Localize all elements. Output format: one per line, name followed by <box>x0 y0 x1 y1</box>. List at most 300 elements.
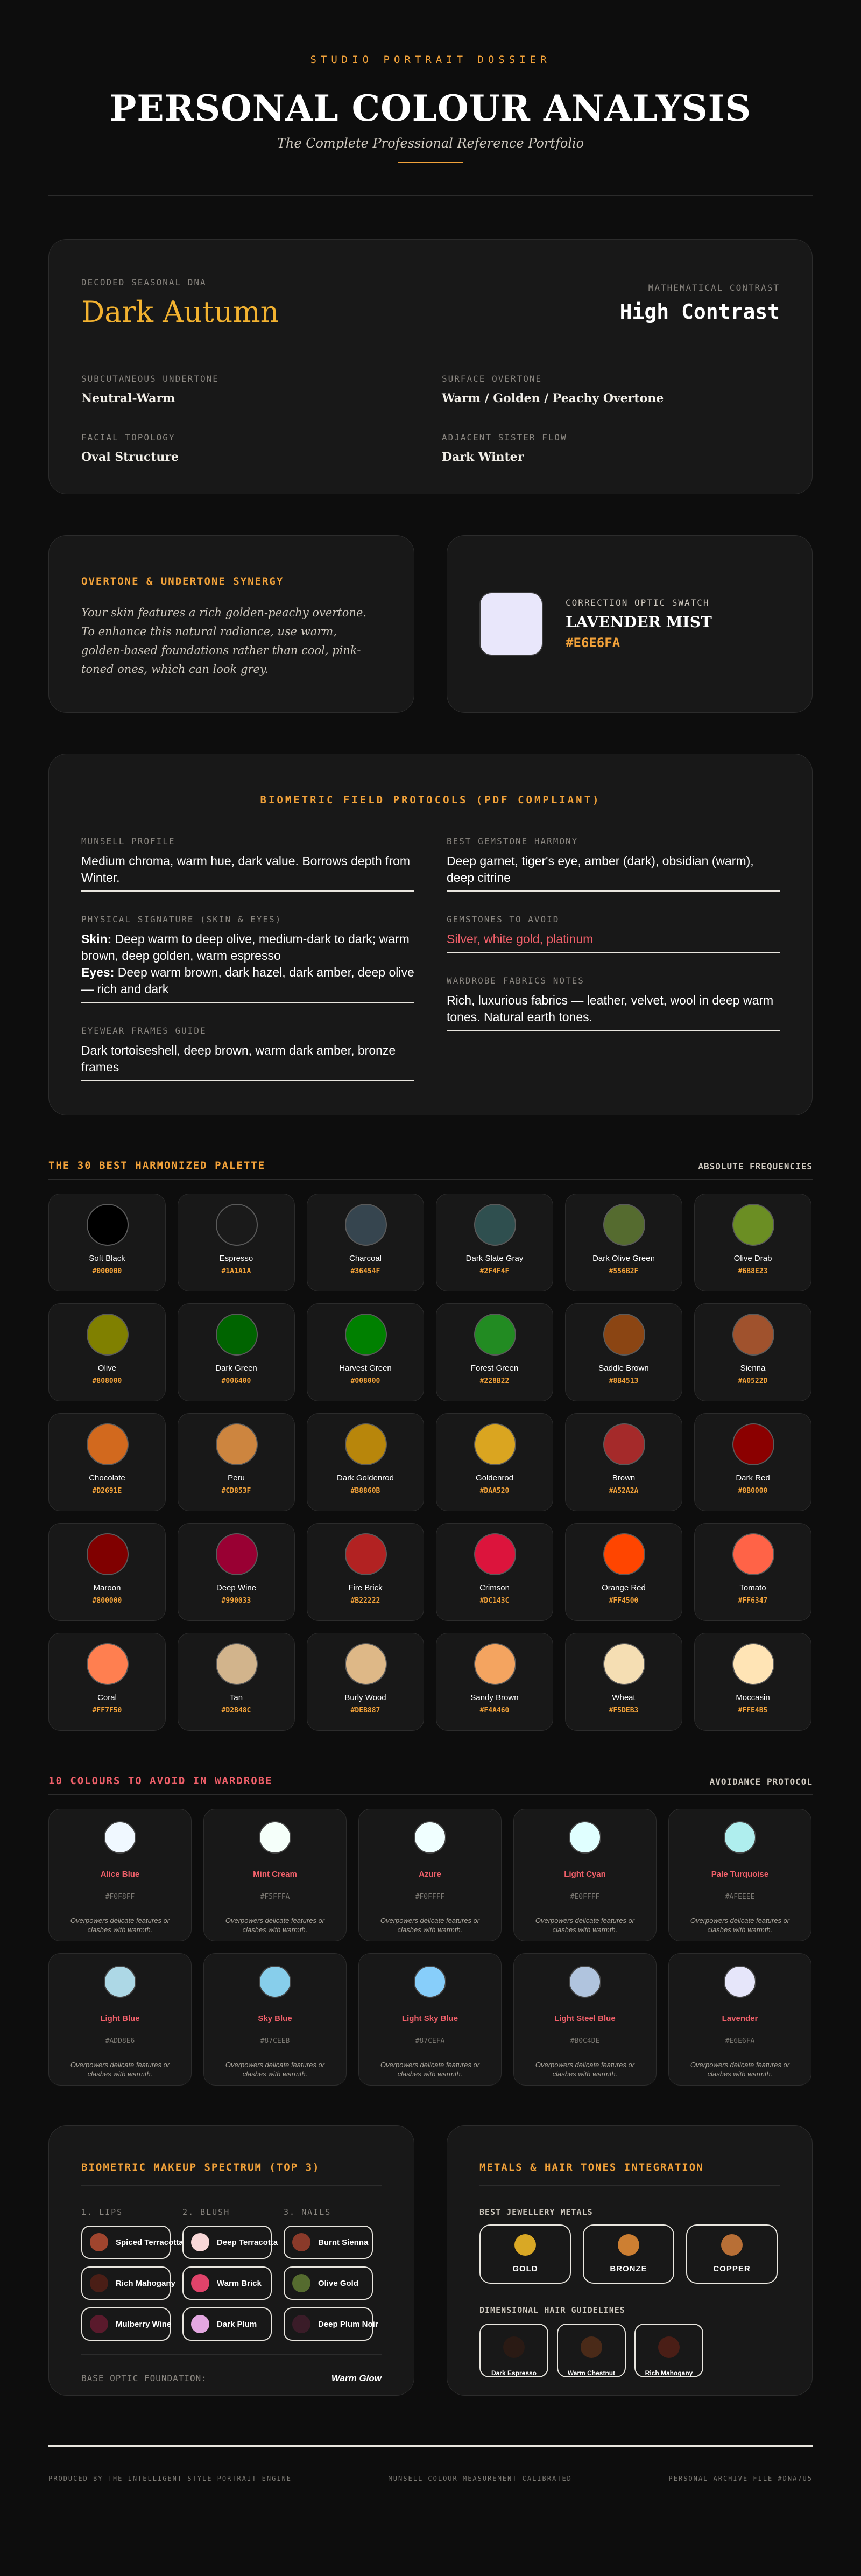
metal-name: BRONZE <box>610 2264 647 2273</box>
hair-color <box>658 2336 680 2358</box>
footer <box>48 2475 813 2482</box>
avoid-swatch <box>668 1953 811 2086</box>
avoid-note: Overpowers delicate features or clashes with warmth. <box>380 1917 480 1934</box>
skin-text: Deep warm to deep olive, medium-dark to dark; warm brown, deep golden, warm espresso <box>81 932 410 963</box>
biometric-card <box>48 754 813 1115</box>
swatch-hex: #F5DEB3 <box>609 1707 639 1715</box>
swatch-name: Moccasin <box>736 1693 770 1702</box>
avoid-color <box>414 1821 446 1854</box>
swatch-name: Burly Wood <box>344 1693 386 1702</box>
avoid-note: Overpowers delicate features or clashes with warmth. <box>535 2061 635 2078</box>
eyes-key: Eyes: <box>81 965 115 979</box>
lips-color <box>90 2274 108 2292</box>
dna-fields <box>81 374 780 464</box>
biometric-columns <box>81 836 780 1104</box>
swatch-name: Wheat <box>612 1693 636 1702</box>
swatch-hex: #A0522D <box>738 1377 768 1385</box>
synergy-card <box>48 535 414 713</box>
avoid-note: Overpowers delicate features or clashes with warmth. <box>70 2061 170 2078</box>
avoid-hex: #AFEEEE <box>725 1893 755 1901</box>
fabrics-field <box>447 975 780 1031</box>
avoid-color <box>104 1966 136 1998</box>
blush-item <box>182 2307 272 2341</box>
palette-swatch <box>565 1633 682 1731</box>
swatch-name: Dark Red <box>736 1473 770 1483</box>
avoid-color <box>259 1966 291 1998</box>
metals-title: METALS & HAIR TONES INTEGRATION <box>479 2161 780 2186</box>
swatch-name: Harvest Green <box>339 1364 392 1373</box>
swatch-color <box>603 1533 645 1575</box>
metals-hair-card <box>447 2125 813 2396</box>
avoid-color <box>569 1966 601 1998</box>
swatch-hex: #B8860B <box>350 1487 380 1495</box>
palette-swatch <box>694 1523 811 1621</box>
nails-color <box>292 2274 310 2292</box>
swatch-color <box>216 1204 258 1246</box>
swatch-name: Forest Green <box>470 1364 519 1373</box>
palette-swatch <box>307 1303 424 1401</box>
palette-subtitle: ABSOLUTE FREQUENCIES <box>698 1161 813 1171</box>
optic-label: CORRECTION OPTIC SWATCH <box>566 598 710 608</box>
footer-divider <box>48 2445 813 2447</box>
metals-grid <box>479 2224 780 2284</box>
nails-label: 3. NAILS <box>284 2207 331 2217</box>
blush-item <box>182 2266 272 2300</box>
lips-name: Spiced Terracotta <box>116 2237 184 2247</box>
palette-swatch <box>48 1523 166 1621</box>
avoid-name: Light Steel Blue <box>554 2014 616 2023</box>
dna-field-label: FACIAL TOPOLOGY <box>81 432 175 443</box>
palette-swatch <box>178 1194 295 1291</box>
page-subtitle: The Complete Professional Reference Portfolio <box>277 136 584 151</box>
swatch-name: Espresso <box>219 1254 253 1263</box>
avoid-swatch <box>48 1809 192 1941</box>
avoid-swatch <box>358 1953 502 2086</box>
optic-hex: #E6E6FA <box>566 635 620 650</box>
avoid-note: Overpowers delicate features or clashes with warmth. <box>380 2061 480 2078</box>
avoid-swatch <box>48 1953 192 2086</box>
makeup-card <box>48 2125 414 2396</box>
palette-swatch <box>307 1194 424 1291</box>
swatch-name: Saddle Brown <box>598 1364 649 1373</box>
avoid-color <box>724 1966 756 1998</box>
avoid-swatch <box>513 1953 657 2086</box>
dna-field-value: Oval Structure <box>81 450 179 464</box>
avoid-header <box>48 1775 813 1795</box>
swatch-hex: #FF4500 <box>609 1597 639 1605</box>
dna-field <box>442 432 780 464</box>
swatch-name: Sienna <box>740 1364 766 1373</box>
swatch-color <box>732 1314 774 1356</box>
swatch-color <box>732 1643 774 1685</box>
season-value: Dark Autumn <box>81 295 279 329</box>
hair-label: DIMENSIONAL HAIR GUIDELINES <box>479 2305 625 2315</box>
swatch-color <box>345 1423 387 1465</box>
swatch-name: Fire Brick <box>348 1583 383 1592</box>
swatch-hex: #CD853F <box>221 1487 251 1495</box>
optic-swatch <box>479 592 543 656</box>
blush-name: Warm Brick <box>217 2278 262 2288</box>
blush-column <box>182 2207 278 2348</box>
swatch-color <box>474 1204 516 1246</box>
swatch-name: Sandy Brown <box>470 1693 519 1702</box>
swatch-color <box>603 1204 645 1246</box>
contrast-label: MATHEMATICAL CONTRAST <box>648 283 780 293</box>
synergy-body: Your skin features a rich golden-peachy overtone. To enhance this natural radiance, use warm, golden-based foundations rather than cool, pink-toned ones, which can look grey. <box>81 606 367 676</box>
avoid-name: Light Cyan <box>564 1870 606 1879</box>
nails-name: Olive Gold <box>318 2278 359 2288</box>
hair-item <box>634 2324 703 2377</box>
swatch-hex: #990033 <box>221 1597 251 1605</box>
avoid-color <box>569 1821 601 1854</box>
foundation-value: Warm Glow <box>331 2373 382 2383</box>
swatch-name: Brown <box>612 1473 636 1483</box>
palette-swatch <box>48 1303 166 1401</box>
swatch-name: Dark Slate Gray <box>465 1254 524 1263</box>
avoid-note: Overpowers delicate features or clashes with warmth. <box>70 1917 170 1934</box>
avoid-hex: #F0FFFF <box>415 1893 445 1901</box>
metal-color <box>721 2234 743 2256</box>
hair-color <box>503 2336 525 2358</box>
makeup-title: BIOMETRIC MAKEUP SPECTRUM (TOP 3) <box>81 2161 382 2186</box>
gemstone-text: Deep garnet, tiger's eye, amber (dark), obsidian (warm), deep citrine <box>447 853 780 892</box>
nails-item <box>284 2307 378 2341</box>
blush-name: Dark Plum <box>217 2319 257 2329</box>
avoid-name: Light Blue <box>100 2014 140 2023</box>
nails-name: Burnt Sienna <box>318 2237 369 2247</box>
hair-name: Dark Espresso <box>491 2369 537 2377</box>
hair-name: Rich Mahogany <box>645 2369 693 2377</box>
season-label: DECODED SEASONAL DNA <box>81 277 207 287</box>
swatch-color <box>345 1533 387 1575</box>
swatch-name: Crimson <box>479 1583 510 1592</box>
synergy-title: OVERTONE & UNDERTONE SYNERGY <box>81 575 284 587</box>
swatch-name: Dark Olive Green <box>592 1254 655 1263</box>
swatch-color <box>216 1314 258 1356</box>
foundation-label: BASE OPTIC FOUNDATION: <box>81 2373 207 2383</box>
hair-item <box>479 2324 548 2377</box>
dna-field <box>81 432 442 464</box>
munsell-field <box>81 836 414 892</box>
nails-name: Deep Plum Noir <box>318 2319 378 2329</box>
swatch-color <box>345 1643 387 1685</box>
palette-title: THE 30 BEST HARMONIZED PALETTE <box>48 1160 266 1171</box>
swatch-name: Goldenrod <box>475 1473 514 1483</box>
swatch-hex: #808000 <box>92 1377 122 1385</box>
palette-grid <box>48 1194 813 1731</box>
swatch-hex: #B22222 <box>350 1597 380 1605</box>
blush-label: 2. BLUSH <box>182 2207 230 2217</box>
palette-swatch <box>48 1413 166 1511</box>
swatch-color <box>474 1643 516 1685</box>
gemstone-label: BEST GEMSTONE HARMONY <box>447 836 578 846</box>
avoid-note: Overpowers delicate features or clashes with warmth. <box>690 1917 790 1934</box>
footer-center: MUNSELL COLOUR MEASUREMENT CALIBRATED <box>388 2475 572 2482</box>
page-title: PERSONAL COLOUR ANALYSIS <box>109 87 752 129</box>
physical-label: PHYSICAL SIGNATURE (SKIN & EYES) <box>81 914 282 924</box>
swatch-hex: #FF7F50 <box>92 1707 122 1715</box>
blush-color <box>191 2315 209 2333</box>
avoid-color <box>259 1821 291 1854</box>
nails-item <box>284 2226 373 2259</box>
palette-swatch <box>178 1633 295 1731</box>
palette-swatch <box>565 1194 682 1291</box>
optic-info <box>566 598 712 650</box>
dna-field-label: ADJACENT SISTER FLOW <box>442 432 567 443</box>
title-underline <box>398 162 463 163</box>
swatch-hex: #DEB887 <box>350 1707 380 1715</box>
nails-item <box>284 2266 373 2300</box>
avoid-note: Overpowers delicate features or clashes with warmth. <box>535 1917 635 1934</box>
avoid-hex: #87CEEB <box>260 2037 290 2045</box>
swatch-hex: #6B8E23 <box>738 1267 768 1275</box>
swatch-name: Deep Wine <box>216 1583 257 1592</box>
avoid-swatch <box>203 1953 347 2086</box>
avoid-name: Light Sky Blue <box>401 2014 458 2023</box>
swatch-color <box>603 1423 645 1465</box>
footer-right: PERSONAL ARCHIVE FILE #DNA7U5 <box>668 2475 813 2482</box>
swatch-hex: #36454F <box>350 1267 380 1275</box>
palette-swatch <box>436 1303 553 1401</box>
nails-color <box>292 2233 310 2251</box>
bottom-row <box>48 2125 813 2396</box>
physical-text <box>81 931 414 1003</box>
lips-item <box>81 2226 184 2259</box>
avoid-swatch <box>358 1809 502 1941</box>
swatch-hex: #F4A460 <box>479 1707 510 1715</box>
swatch-color <box>216 1423 258 1465</box>
metal-item <box>686 2224 778 2284</box>
biometric-title: BIOMETRIC FIELD PROTOCOLS (PDF COMPLIANT) <box>260 794 601 806</box>
lips-color <box>90 2233 108 2251</box>
avoid-color <box>414 1966 446 1998</box>
palette-swatch <box>694 1303 811 1401</box>
swatch-hex: #D2691E <box>92 1487 122 1495</box>
swatch-hex: #1A1A1A <box>221 1267 251 1275</box>
swatch-name: Chocolate <box>89 1473 125 1483</box>
swatch-hex: #FF6347 <box>738 1597 768 1605</box>
palette-swatch <box>178 1303 295 1401</box>
swatch-color <box>474 1423 516 1465</box>
nails-color <box>292 2315 310 2333</box>
lips-label: 1. LIPS <box>81 2207 123 2217</box>
metal-item <box>583 2224 674 2284</box>
blush-color <box>191 2233 209 2251</box>
swatch-color <box>732 1423 774 1465</box>
metal-color <box>618 2234 639 2256</box>
avoid-name: Lavender <box>722 2014 758 2023</box>
swatch-name: Dark Goldenrod <box>337 1473 394 1483</box>
avoid-subtitle: AVOIDANCE PROTOCOL <box>709 1777 813 1787</box>
palette-swatch <box>436 1194 553 1291</box>
metal-item <box>479 2224 571 2284</box>
foundation-row <box>81 2354 382 2384</box>
synergy-row <box>48 535 813 713</box>
avoid-color <box>724 1821 756 1854</box>
physical-field <box>81 914 414 1003</box>
swatch-color <box>345 1204 387 1246</box>
lips-name: Rich Mahogany <box>116 2278 175 2288</box>
swatch-hex: #FFE4B5 <box>738 1707 768 1715</box>
frames-field <box>81 1026 414 1081</box>
palette-swatch <box>565 1523 682 1621</box>
swatch-color <box>732 1204 774 1246</box>
blush-name: Deep Terracotta <box>217 2237 278 2247</box>
optic-name: LAVENDER MIST <box>566 613 712 631</box>
palette-swatch <box>307 1523 424 1621</box>
swatch-hex: #556B2F <box>609 1267 639 1275</box>
hair-name: Warm Chestnut <box>567 2369 616 2377</box>
avoid-gemstone-label: GEMSTONES TO AVOID <box>447 914 560 924</box>
swatch-color <box>474 1314 516 1356</box>
avoid-hex: #87CEFA <box>415 2037 445 2045</box>
swatch-color <box>603 1314 645 1356</box>
avoid-name: Alice Blue <box>100 1870 140 1879</box>
avoid-hex: #B0C4DE <box>570 2037 600 2045</box>
eyes-text: Deep warm brown, dark hazel, dark amber, deep olive — rich and dark <box>81 965 414 996</box>
avoid-swatch <box>668 1809 811 1941</box>
swatch-color <box>87 1204 129 1246</box>
blush-item <box>182 2226 278 2259</box>
metal-name: GOLD <box>512 2264 538 2273</box>
swatch-hex: #008000 <box>350 1377 380 1385</box>
dna-field <box>81 374 442 405</box>
swatch-color <box>603 1643 645 1685</box>
avoid-gemstone-field <box>447 914 780 953</box>
palette-swatch <box>307 1413 424 1511</box>
optic-swatch-card <box>447 535 813 713</box>
palette-swatch <box>694 1413 811 1511</box>
avoid-note: Overpowers delicate features or clashes with warmth. <box>225 2061 325 2078</box>
dna-field-label: SUBCUTANEOUS UNDERTONE <box>81 374 219 384</box>
swatch-hex: #A52A2A <box>609 1487 639 1495</box>
lips-name: Mulberry Wine <box>116 2319 172 2329</box>
dna-field-value: Neutral-Warm <box>81 391 175 405</box>
contrast-value: High Contrast <box>619 300 780 324</box>
skin-key: Skin: <box>81 932 112 946</box>
swatch-hex: #228B22 <box>479 1377 510 1385</box>
swatch-name: Maroon <box>93 1583 121 1592</box>
avoid-hex: #F5FFFA <box>260 1893 290 1901</box>
avoid-color <box>104 1821 136 1854</box>
swatch-name: Tan <box>229 1693 243 1702</box>
swatch-color <box>87 1643 129 1685</box>
swatch-name: Olive Drab <box>733 1254 772 1263</box>
avoid-name: Azure <box>419 1870 441 1879</box>
biometric-right <box>447 836 780 1104</box>
swatch-name: Soft Black <box>89 1254 125 1263</box>
makeup-columns <box>81 2207 382 2348</box>
swatch-color <box>216 1533 258 1575</box>
metal-name: COPPER <box>713 2264 751 2273</box>
lips-column <box>81 2207 184 2348</box>
palette-swatch <box>565 1303 682 1401</box>
avoid-hex: #E0FFFF <box>570 1893 600 1901</box>
avoid-hex: #ADD8E6 <box>105 2037 135 2045</box>
dna-field-label: SURFACE OVERTONE <box>442 374 542 384</box>
palette-swatch <box>436 1413 553 1511</box>
lips-item <box>81 2307 171 2341</box>
hair-row <box>479 2324 780 2377</box>
avoid-gemstone-text: Silver, white gold, platinum <box>447 931 780 953</box>
palette-swatch <box>694 1633 811 1731</box>
avoid-swatch <box>203 1809 347 1941</box>
swatch-hex: #D2B48C <box>221 1707 251 1715</box>
dna-field-value: Warm / Golden / Peachy Overtone <box>442 391 664 405</box>
seasonal-dna-card <box>48 239 813 494</box>
lips-item <box>81 2266 175 2300</box>
lips-color <box>90 2315 108 2333</box>
palette-header <box>48 1160 813 1180</box>
biometric-left <box>81 836 414 1104</box>
avoid-hex: #F0F8FF <box>105 1893 135 1901</box>
metal-color <box>514 2234 536 2256</box>
swatch-name: Coral <box>97 1693 117 1702</box>
palette-swatch <box>694 1194 811 1291</box>
swatch-name: Tomato <box>739 1583 766 1592</box>
avoid-grid <box>48 1809 813 2086</box>
swatch-name: Orange Red <box>602 1583 646 1592</box>
fabrics-text: Rich, luxurious fabrics — leather, velvet, wool in deep warm tones. Natural earth tones. <box>447 992 780 1031</box>
swatch-color <box>474 1533 516 1575</box>
avoid-swatch <box>513 1809 657 1941</box>
swatch-name: Peru <box>228 1473 245 1483</box>
header-kicker: STUDIO PORTRAIT DOSSIER <box>310 54 551 66</box>
munsell-label: MUNSELL PROFILE <box>81 836 175 846</box>
swatch-color <box>87 1423 129 1465</box>
dna-field <box>442 374 780 405</box>
frames-label: EYEWEAR FRAMES GUIDE <box>81 1026 207 1036</box>
munsell-text: Medium chroma, warm hue, dark value. Borrows depth from Winter. <box>81 853 414 892</box>
nails-column <box>284 2207 378 2348</box>
swatch-color <box>216 1643 258 1685</box>
swatch-hex: #006400 <box>221 1377 251 1385</box>
avoid-note: Overpowers delicate features or clashes with warmth. <box>225 1917 325 1934</box>
blush-color <box>191 2274 209 2292</box>
swatch-hex: #800000 <box>92 1597 122 1605</box>
footer-left: PRODUCED BY THE INTELLIGENT STYLE PORTRAIT ENGINE <box>48 2475 292 2482</box>
avoid-title: 10 COLOURS TO AVOID IN WARDROBE <box>48 1775 273 1787</box>
frames-text: Dark tortoiseshell, deep brown, warm dark amber, bronze frames <box>81 1042 414 1081</box>
page <box>48 0 813 2482</box>
hair-color <box>581 2336 602 2358</box>
swatch-color <box>345 1314 387 1356</box>
swatch-hex: #8B4513 <box>609 1377 639 1385</box>
avoid-name: Mint Cream <box>253 1870 297 1879</box>
avoid-name: Pale Turquoise <box>711 1870 769 1879</box>
avoid-hex: #E6E6FA <box>725 2037 755 2045</box>
avoid-note: Overpowers delicate features or clashes with warmth. <box>690 2061 790 2078</box>
palette-swatch <box>48 1633 166 1731</box>
swatch-name: Dark Green <box>215 1364 257 1373</box>
gemstone-field <box>447 836 780 892</box>
swatch-color <box>87 1533 129 1575</box>
palette-swatch <box>436 1523 553 1621</box>
swatch-hex: #DAA520 <box>479 1487 510 1495</box>
swatch-color <box>732 1533 774 1575</box>
swatch-name: Olive <box>97 1364 117 1373</box>
hair-item <box>557 2324 626 2377</box>
palette-swatch <box>436 1633 553 1731</box>
palette-swatch <box>178 1523 295 1621</box>
palette-swatch <box>565 1413 682 1511</box>
palette-swatch <box>307 1633 424 1731</box>
swatch-name: Charcoal <box>349 1254 382 1263</box>
jewellery-label: BEST JEWELLERY METALS <box>479 2207 593 2217</box>
dna-field-value: Dark Winter <box>442 450 524 464</box>
swatch-hex: #2F4F4F <box>479 1267 510 1275</box>
avoid-name: Sky Blue <box>258 2014 292 2023</box>
